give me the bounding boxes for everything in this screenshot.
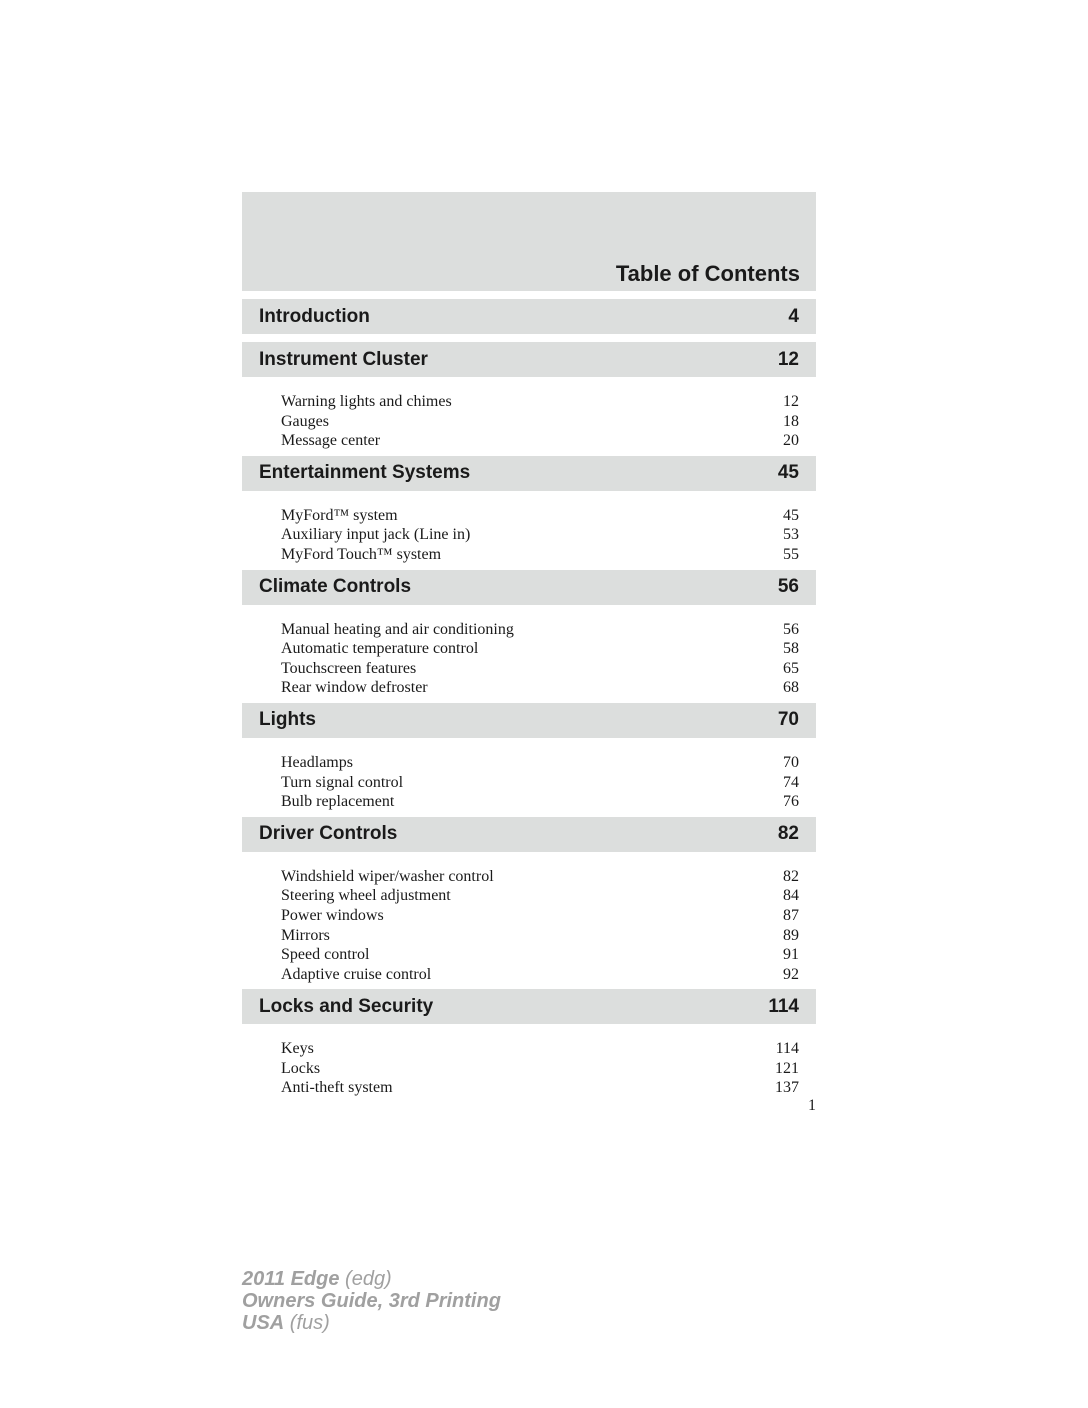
- toc-entry-page: 121: [775, 1059, 799, 1077]
- toc-entry-page: 92: [783, 965, 799, 983]
- toc-entry-page: 55: [783, 545, 799, 563]
- toc-entry-label: MyFord™ system: [281, 506, 398, 524]
- toc-entry-page: 87: [783, 906, 799, 924]
- section-title: Introduction: [259, 305, 370, 327]
- toc-entry-page: 89: [783, 926, 799, 944]
- toc-entry: [281, 965, 799, 985]
- toc-entry-label: Locks: [281, 1059, 321, 1077]
- section-title: Driver Controls: [259, 823, 398, 845]
- footer-market-code: (fus): [289, 1312, 330, 1334]
- toc-entry: [281, 886, 799, 906]
- toc-entry-label: Message center: [281, 432, 381, 450]
- toc-entry-label: Headlamps: [281, 753, 353, 771]
- toc-entry-page: 91: [783, 946, 799, 964]
- footer: [242, 1268, 501, 1334]
- toc-entry-label: Bulb replacement: [281, 793, 395, 811]
- toc-entry-page: 12: [783, 393, 799, 410]
- toc-entry-page: 82: [783, 867, 799, 885]
- toc-entry: [281, 867, 799, 887]
- toc-entry-label: Gauges: [281, 412, 329, 430]
- table-of-contents: [242, 299, 816, 1103]
- toc-entry-label: Automatic temperature control: [281, 640, 479, 658]
- toc-entry-page: 84: [783, 887, 799, 905]
- section-items: [242, 385, 816, 456]
- toc-entry-label: Windshield wiper/washer control: [281, 867, 494, 885]
- section-title: Instrument Cluster: [259, 348, 428, 370]
- toc-entry: [281, 412, 799, 432]
- toc-entry-page: 56: [783, 620, 799, 638]
- section-header: [242, 817, 816, 852]
- toc-entry-label: Rear window defroster: [281, 679, 428, 697]
- footer-market: USA: [242, 1312, 285, 1334]
- page-title: Table of Contents: [615, 261, 800, 286]
- section-header: [242, 703, 816, 738]
- footer-model-code: (edg): [345, 1268, 392, 1290]
- section-page: 45: [777, 462, 799, 484]
- toc-entry: [281, 392, 799, 412]
- toc-entry: [281, 1059, 799, 1079]
- toc-entry: [281, 773, 799, 793]
- section-page: 114: [768, 995, 799, 1017]
- section-header: [242, 989, 816, 1024]
- toc-entry-page: 70: [783, 753, 799, 771]
- section-page: 70: [777, 709, 799, 731]
- toc-entry-page: 20: [783, 432, 799, 450]
- toc-entry-page: 45: [783, 506, 799, 524]
- toc-entry: [281, 506, 799, 526]
- toc-entry: [281, 945, 799, 965]
- toc-entry-page: 114: [775, 1040, 799, 1058]
- toc-entry: [281, 525, 799, 545]
- toc-entry-page: 65: [783, 659, 799, 677]
- toc-entry: [281, 678, 799, 698]
- section-items: [242, 746, 816, 817]
- section-page: 12: [777, 348, 799, 370]
- toc-entry-label: Adaptive cruise control: [281, 965, 432, 983]
- section-title: Climate Controls: [259, 576, 412, 598]
- footer-guide: Owners Guide, 3rd Printing: [242, 1290, 501, 1312]
- toc-entry-label: Speed control: [281, 946, 370, 964]
- section-items: [242, 499, 816, 570]
- toc-entry-label: Mirrors: [281, 926, 330, 944]
- section-title: Lights: [259, 709, 316, 731]
- toc-entry-label: Warning lights and chimes: [281, 393, 452, 410]
- toc-entry: [281, 431, 799, 451]
- toc-entry-label: Keys: [281, 1040, 314, 1058]
- section-items: [242, 613, 816, 703]
- section-header: [242, 342, 816, 377]
- toc-entry-label: Touchscreen features: [281, 659, 417, 677]
- section-header: [242, 299, 816, 334]
- section-items: [242, 1032, 816, 1103]
- section-title: Entertainment Systems: [259, 462, 471, 484]
- section-page: 82: [777, 823, 799, 845]
- toc-entry: [281, 620, 799, 640]
- toc-entry-label: Anti-theft system: [281, 1079, 393, 1097]
- title-banner: [242, 192, 816, 291]
- toc-entry-label: Steering wheel adjustment: [281, 887, 451, 905]
- toc-entry-page: 76: [783, 793, 799, 811]
- section-page: 56: [777, 576, 799, 598]
- section-header: [242, 456, 816, 491]
- toc-entry-page: 68: [783, 679, 799, 697]
- toc-entry: [281, 792, 799, 812]
- toc-entry: [281, 639, 799, 659]
- toc-entry: [281, 1039, 799, 1059]
- toc-entry-label: Auxiliary input jack (Line in): [281, 526, 471, 544]
- toc-entry: [281, 1078, 799, 1098]
- toc-entry: [281, 545, 799, 565]
- toc-entry-label: MyFord Touch™ system: [281, 545, 442, 563]
- toc-entry: [281, 659, 799, 679]
- section-items: [242, 860, 816, 990]
- toc-entry: [281, 926, 799, 946]
- section-header: [242, 570, 816, 605]
- toc-entry-page: 53: [783, 526, 799, 544]
- toc-entry-page: 74: [783, 773, 799, 791]
- toc-entry-label: Turn signal control: [281, 773, 404, 791]
- toc-entry-label: Manual heating and air conditioning: [281, 620, 514, 638]
- section-title: Locks and Security: [259, 995, 434, 1017]
- toc-entry: [281, 906, 799, 926]
- toc-entry-page: 18: [783, 412, 799, 430]
- toc-entry: [281, 753, 799, 773]
- footer-model: 2011 Edge: [242, 1268, 340, 1290]
- section-page: 4: [788, 305, 799, 327]
- toc-entry-page: 58: [783, 640, 799, 658]
- page-number: 1: [808, 1097, 816, 1114]
- toc-entry-page: 137: [775, 1079, 799, 1097]
- toc-entry-label: Power windows: [281, 906, 384, 924]
